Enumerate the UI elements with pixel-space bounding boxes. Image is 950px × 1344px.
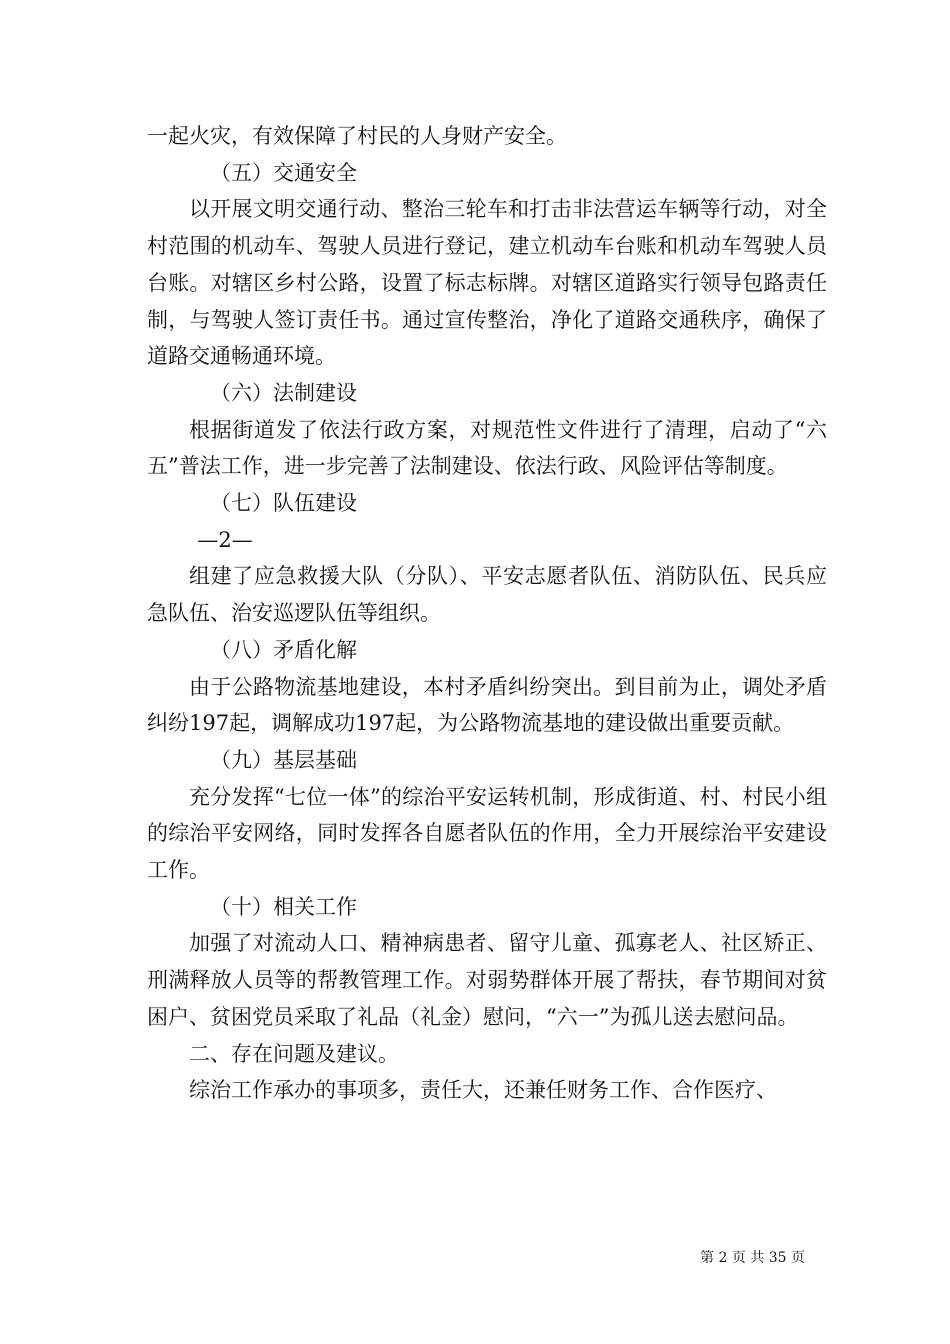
paragraph-grassroots: 充分发挥“七位一体”的综治平安运转机制，形成街道、村、村民小组的综治平安网络，同时发挥各自愿者队伍的作用，全力开展综治平安建设工作。 [147,784,827,883]
section-heading-related-work: （十）相关工作 [210,894,357,919]
page-footer: 第 2 页 共 35 页 [700,1250,805,1266]
paragraph-related-work: 加强了对流动人口、精神病患者、留守儿童、孤寡老人、社区矫正、刑满释放人员等的帮教管理工作。对弱势群体开展了帮扶，春节期间对贫困户、贫困党员采取了礼品（礼金）慰问，“六一”为孤儿送去慰问品。 [147,931,827,1029]
paragraph-legal-construction: 根据街道发了依法行政方案，对规范性文件进行了清理，启动了“六五”普法工作，进一步完善了法制建设、依法行政、风险评估等制度。 [147,417,827,479]
section-heading-traffic-safety: （五）交通安全 [210,160,357,185]
paragraph-conflict-resolution: 由于公路物流基地建设，本村矛盾纠纷突出。到目前为止，调处矛盾纠纷197起，调解成功197起，为公路物流基地的建设做出重要贡献。 [147,674,827,736]
section-heading-grassroots: （九）基层基础 [210,747,357,772]
paragraph-traffic-safety: 以开展文明交通行动、整治三轮车和打击非法营运车辆等行动，对全村范围的机动车、驾驶人员进行登记，建立机动车台账和机动车驾驶人员台账。对辖区乡村公路，设置了标志标牌。对辖区道路实行领导包路责任制，与驾驶人签订责任书。通过宣传整治，净化了道路交通秩序，确保了道路交通畅通环境。 [147,197,827,369]
section-heading-problems: 二、存在问题及建议。 [189,1041,399,1066]
paragraph-team-building: 组建了应急救援大队（分队）、平安志愿者队伍、消防队伍、民兵应急队伍、治安巡逻队伍等组织。 [147,564,827,626]
section-heading-conflict-resolution: （八）矛盾化解 [210,637,357,662]
section-heading-team-building: （七）队伍建设 [210,491,357,516]
paragraph-problems: 综治工作承办的事项多，责任大，还兼任财务工作、合作医疗、 [189,1078,777,1103]
paragraph-continuation: 一起火灾，有效保障了村民的人身财产安全。 [147,124,567,148]
section-heading-legal-construction: （六）法制建设 [210,380,357,405]
inline-page-number: —2— [197,527,253,552]
document-body [147,118,827,1109]
